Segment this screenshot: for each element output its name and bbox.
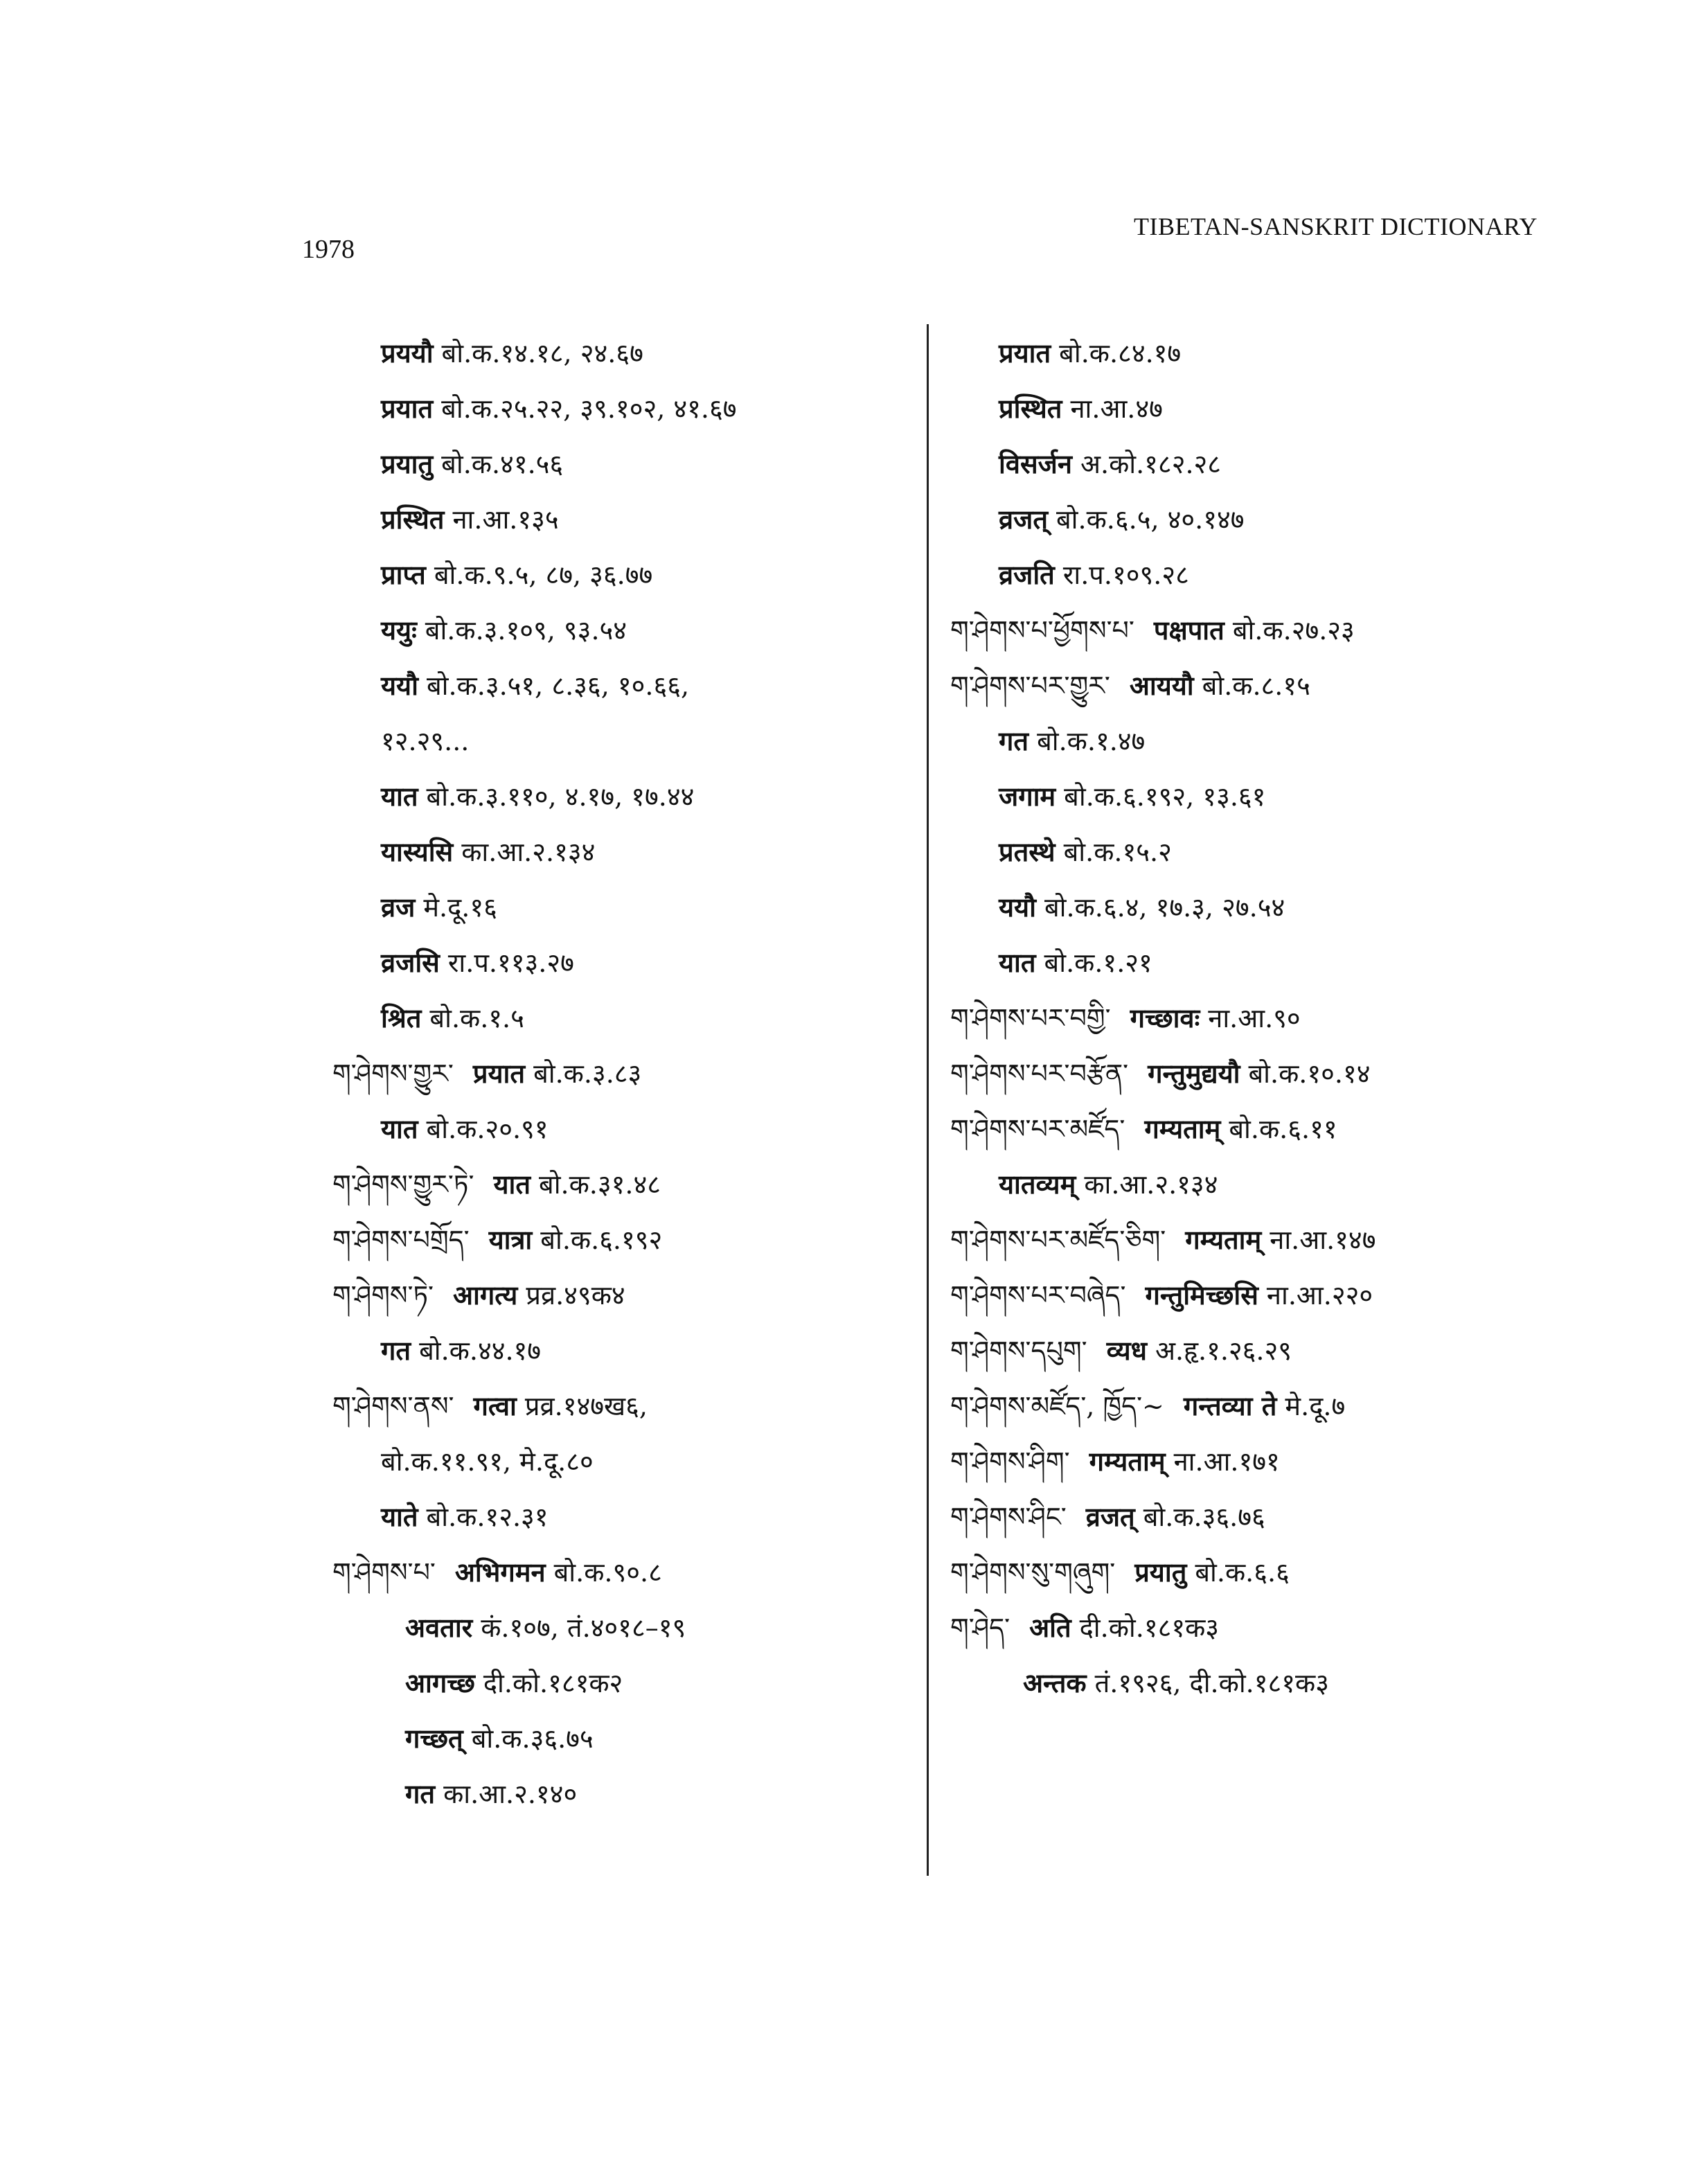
dictionary-entry-line bbox=[332, 935, 907, 991]
source-reference: ना.आ.२२० bbox=[1266, 1280, 1373, 1311]
sanskrit-equivalent: अभिगमन bbox=[454, 1556, 546, 1588]
dictionary-entry-line bbox=[332, 1711, 907, 1766]
sanskrit-equivalent: प्रयातु bbox=[1134, 1556, 1187, 1588]
tibetan-headword: ག་ཤེགས་པར་བགྱི་ bbox=[950, 1003, 1111, 1033]
sanskrit-equivalent: गच्छावः bbox=[1130, 1002, 1200, 1033]
dictionary-entry-line bbox=[332, 1212, 907, 1268]
dictionary-entry-line bbox=[332, 381, 907, 436]
source-reference: बो.क.११.९१, मे.दू.८० bbox=[381, 1446, 594, 1477]
dictionary-entry-line bbox=[950, 1101, 1560, 1157]
source-reference: बो.क.१५.२ bbox=[1063, 837, 1172, 867]
dictionary-entry-line bbox=[950, 880, 1560, 935]
tibetan-headword: ག་ཤེགས་པར་མཛོད་ཅིག་ bbox=[950, 1225, 1166, 1255]
source-reference: बो.क.६.१९२, १३.६१ bbox=[1064, 781, 1266, 812]
dictionary-entry-line bbox=[332, 1655, 907, 1711]
source-reference: बो.क.१४.१८, २४.६७ bbox=[441, 338, 643, 369]
dictionary-entry-line bbox=[332, 1378, 907, 1434]
source-reference: बो.क.९.५, ८७, ३६.७७ bbox=[434, 560, 653, 590]
sanskrit-equivalent: गत bbox=[405, 1778, 436, 1809]
dictionary-entry-line bbox=[950, 1655, 1560, 1711]
source-reference: बो.क.३.८३ bbox=[533, 1058, 642, 1089]
source-reference: बो.क.२७.२३ bbox=[1232, 615, 1355, 646]
sanskrit-equivalent: प्रस्थित bbox=[381, 504, 445, 535]
sanskrit-equivalent: ययौ bbox=[999, 891, 1036, 923]
sanskrit-equivalent: गन्तुमुद्ययौ bbox=[1148, 1058, 1240, 1089]
dictionary-entry-line bbox=[332, 1101, 907, 1157]
sanskrit-equivalent: व्रजति bbox=[999, 559, 1055, 590]
source-reference: बो.क.६.५, ४०.१४७ bbox=[1056, 504, 1245, 535]
dictionary-entry-line bbox=[950, 1046, 1560, 1101]
sanskrit-equivalent: गम्यताम् bbox=[1185, 1224, 1262, 1255]
dictionary-entry-line bbox=[950, 1212, 1560, 1268]
tibetan-headword: ག་ཤེགས་དཔུག་ bbox=[950, 1335, 1087, 1366]
sanskrit-equivalent: व्यध bbox=[1106, 1335, 1147, 1366]
right-column bbox=[950, 326, 1560, 1711]
source-reference: बो.क.१.२१ bbox=[1044, 948, 1152, 978]
sanskrit-equivalent: व्रजत् bbox=[999, 504, 1048, 535]
sanskrit-equivalent: ययुः bbox=[381, 614, 417, 646]
sanskrit-equivalent: यात bbox=[381, 781, 418, 812]
source-reference: रा.प.१०९.२८ bbox=[1062, 560, 1189, 590]
source-reference: अ.को.१८२.२८ bbox=[1080, 449, 1222, 479]
source-reference: १२.२९... bbox=[381, 726, 470, 756]
sanskrit-equivalent: यात bbox=[999, 947, 1036, 978]
source-reference: बो.क.४१.५६ bbox=[441, 449, 564, 479]
sanskrit-equivalent: गन्तुमिच्छसि bbox=[1145, 1279, 1258, 1311]
tibetan-headword: ག་ཤེགས་གྱུར་ bbox=[332, 1058, 454, 1089]
tibetan-headword: ག་ཤེགས་ཤིག་ bbox=[950, 1446, 1070, 1477]
dictionary-entry-line bbox=[332, 880, 907, 935]
dictionary-entry-line bbox=[332, 603, 907, 658]
source-reference: प्रव्र.१४७ख६, bbox=[524, 1391, 648, 1421]
sanskrit-equivalent: विसर्जन bbox=[999, 448, 1072, 479]
tibetan-headword: ག་ཤེགས་པར་བརྩོན་ bbox=[950, 1058, 1129, 1089]
tibetan-headword: ག་ཤེགས་པར་བཞེད་ bbox=[950, 1280, 1126, 1311]
source-reference: बो.क.१.५ bbox=[429, 1003, 524, 1033]
tibetan-headword: ག་ཤེགས་ནས་ bbox=[332, 1391, 454, 1421]
dictionary-entry-line bbox=[950, 1600, 1560, 1655]
source-reference: दी.को.१८१क२ bbox=[483, 1668, 623, 1698]
dictionary-entry-line bbox=[332, 1157, 907, 1212]
tibetan-headword: ག་ཤེད་ bbox=[950, 1613, 1010, 1643]
source-reference: बो.क.४४.१७ bbox=[419, 1335, 542, 1366]
sanskrit-equivalent: श्रित bbox=[381, 1002, 422, 1033]
sanskrit-equivalent: यातव्यम् bbox=[999, 1169, 1076, 1200]
dictionary-entry-line bbox=[332, 769, 907, 824]
sanskrit-equivalent: गम्यताम् bbox=[1089, 1446, 1166, 1477]
dictionary-entry-line bbox=[332, 1766, 907, 1822]
dictionary-entry-line bbox=[950, 1157, 1560, 1212]
source-reference: बो.क.६.४, १७.३, २७.५४ bbox=[1044, 892, 1285, 923]
dictionary-entry-line bbox=[332, 1545, 907, 1600]
source-reference: रा.प.११३.२७ bbox=[447, 948, 574, 978]
dictionary-entry-line bbox=[950, 381, 1560, 436]
running-head: TIBETAN-SANSKRIT DICTIONARY bbox=[1134, 213, 1538, 240]
dictionary-entry-line bbox=[332, 492, 907, 547]
dictionary-entry-line bbox=[950, 1323, 1560, 1378]
source-reference: का.आ.२.१३४ bbox=[461, 837, 596, 867]
tibetan-headword: ག་ཤེགས་པར་གྱུར་ bbox=[950, 671, 1110, 701]
sanskrit-equivalent: व्रजसि bbox=[381, 947, 440, 978]
source-reference: बो.क.१२.३१ bbox=[426, 1502, 549, 1532]
source-reference: ना.आ.१४७ bbox=[1270, 1225, 1376, 1255]
sanskrit-equivalent: व्रजत् bbox=[1085, 1501, 1135, 1532]
dictionary-entry-line bbox=[332, 436, 907, 492]
source-reference: प्रव्र.४९क४ bbox=[526, 1280, 625, 1311]
source-reference: बो.क.९०.८ bbox=[553, 1557, 662, 1588]
sanskrit-equivalent: प्रयातु bbox=[381, 448, 434, 479]
dictionary-entry-line bbox=[950, 1378, 1560, 1434]
source-reference: ना.आ.४७ bbox=[1070, 393, 1163, 424]
dictionary-entry-line bbox=[332, 658, 907, 713]
source-reference: बो.क.८४.१७ bbox=[1059, 338, 1182, 369]
dictionary-entry-line bbox=[950, 547, 1560, 603]
source-reference: का.आ.२.१३४ bbox=[1084, 1169, 1218, 1200]
dictionary-entry-line bbox=[950, 1545, 1560, 1600]
sanskrit-equivalent: गत bbox=[999, 725, 1029, 756]
tibetan-headword: ག་ཤེགས་ཏེ་ bbox=[332, 1280, 434, 1311]
source-reference: बो.क.६.१९२ bbox=[540, 1225, 663, 1255]
sanskrit-equivalent: गन्तव्या ते bbox=[1183, 1390, 1277, 1421]
dictionary-entry-line bbox=[950, 713, 1560, 769]
sanskrit-equivalent: जगाम bbox=[999, 781, 1056, 812]
source-reference: ना.आ.१७१ bbox=[1173, 1446, 1280, 1477]
source-reference: बो.क.१.४७ bbox=[1037, 726, 1146, 756]
dictionary-entry-line bbox=[950, 1489, 1560, 1545]
source-reference: बो.क.३६.७६ bbox=[1143, 1502, 1265, 1532]
dictionary-entry-line bbox=[950, 1268, 1560, 1323]
left-column bbox=[332, 326, 907, 1822]
sanskrit-equivalent: यात bbox=[381, 1113, 418, 1144]
sanskrit-equivalent: प्रययौ bbox=[381, 337, 434, 369]
sanskrit-equivalent: प्रयात bbox=[472, 1058, 526, 1089]
dictionary-entry-line bbox=[950, 935, 1560, 991]
source-reference: अ.हृ.१.२६.२९ bbox=[1155, 1335, 1292, 1366]
tibetan-headword: ག་ཤེགས་པགྲོད་ bbox=[332, 1225, 470, 1255]
source-reference: बो.क.३६.७५ bbox=[471, 1723, 594, 1754]
sanskrit-equivalent: गम्यताम् bbox=[1144, 1113, 1221, 1144]
dictionary-entry-line bbox=[332, 326, 907, 381]
sanskrit-equivalent: पक्षपात bbox=[1153, 614, 1224, 646]
source-reference: बो.क.३.५१, ८.३६, १०.६६, bbox=[426, 671, 690, 701]
source-reference: तं.१९२६, दी.को.१८१क३ bbox=[1094, 1668, 1329, 1698]
tibetan-headword: ག་ཤེགས་པ་ཕྱོགས་པ་ bbox=[950, 615, 1134, 646]
dictionary-entry-line bbox=[332, 991, 907, 1046]
dictionary-entry-line bbox=[950, 603, 1560, 658]
sanskrit-equivalent: आगत्य bbox=[453, 1279, 518, 1311]
source-reference: मे.दू.१६ bbox=[423, 892, 497, 923]
source-reference: का.आ.२.१४० bbox=[443, 1779, 578, 1809]
source-reference: दी.को.१८१क३ bbox=[1079, 1613, 1220, 1643]
dictionary-entry-line bbox=[332, 547, 907, 603]
sanskrit-equivalent: गत bbox=[381, 1335, 411, 1366]
source-reference: मे.दू.७ bbox=[1285, 1391, 1346, 1421]
dictionary-entry-line bbox=[950, 492, 1560, 547]
sanskrit-equivalent: अति bbox=[1029, 1612, 1071, 1643]
dictionary-entry-line bbox=[332, 1600, 907, 1655]
source-reference: ना.आ.९० bbox=[1208, 1003, 1301, 1033]
sanskrit-equivalent: याते bbox=[381, 1501, 418, 1532]
sanskrit-equivalent: आययौ bbox=[1129, 670, 1194, 701]
dictionary-entry-line bbox=[950, 326, 1560, 381]
sanskrit-equivalent: अन्तक bbox=[1023, 1667, 1087, 1698]
dictionary-entry-line bbox=[950, 658, 1560, 713]
sanskrit-equivalent: यात bbox=[493, 1169, 531, 1200]
sanskrit-equivalent: प्राप्त bbox=[381, 559, 426, 590]
source-reference: बो.क.६.६ bbox=[1195, 1557, 1290, 1588]
dictionary-entry-line bbox=[332, 824, 907, 880]
sanskrit-equivalent: यात्रा bbox=[488, 1224, 533, 1255]
source-reference: बो.क.३.११०, ४.१७, १७.४४ bbox=[426, 781, 695, 812]
sanskrit-equivalent: प्रयात bbox=[381, 393, 434, 424]
source-reference: बो.क.३१.४८ bbox=[539, 1169, 661, 1200]
sanskrit-equivalent: यास्यसि bbox=[381, 836, 454, 867]
tibetan-headword: ག་ཤེགས་ཤིང་ bbox=[950, 1502, 1067, 1532]
source-reference: बो.क.१०.१४ bbox=[1248, 1058, 1371, 1089]
dictionary-entry-line bbox=[332, 713, 907, 769]
source-reference: बो.क.२५.२२, ३९.१०२, ४१.६७ bbox=[441, 393, 737, 424]
page-number: 1978 bbox=[302, 235, 355, 264]
source-reference: कं.१०७, तं.४०१८–१९ bbox=[481, 1613, 686, 1643]
sanskrit-equivalent: गच्छत् bbox=[405, 1723, 463, 1754]
tibetan-headword: ག་ཤེགས་གྱུར་ཏེ་ bbox=[332, 1169, 474, 1200]
dictionary-entry-line bbox=[332, 1268, 907, 1323]
dictionary-entry-line bbox=[332, 1046, 907, 1101]
dictionary-entry-line bbox=[950, 436, 1560, 492]
sanskrit-equivalent: प्रस्थित bbox=[999, 393, 1062, 424]
source-reference: बो.क.३.१०९, ९३.५४ bbox=[425, 615, 627, 646]
tibetan-headword: ག་ཤེགས་སུ་གཞུག་ bbox=[950, 1557, 1116, 1588]
sanskrit-equivalent: ययौ bbox=[381, 670, 418, 701]
dictionary-entry-line bbox=[332, 1434, 907, 1489]
dictionary-entry-line bbox=[332, 1323, 907, 1378]
source-reference: ना.आ.१३५ bbox=[452, 504, 559, 535]
dictionary-entry-line bbox=[332, 1489, 907, 1545]
sanskrit-equivalent: व्रज bbox=[381, 891, 416, 923]
sanskrit-equivalent: प्रतस्थे bbox=[999, 836, 1056, 867]
tibetan-headword: ག་ཤེགས་མཛོད་, ཁྱོད་~ bbox=[950, 1391, 1164, 1421]
dictionary-entry-line bbox=[950, 991, 1560, 1046]
tibetan-headword: ག་ཤེགས་པར་མཛོད་ bbox=[950, 1114, 1125, 1144]
tibetan-headword: ག་ཤེགས་པ་ bbox=[332, 1557, 436, 1588]
column-divider bbox=[927, 324, 929, 1876]
sanskrit-equivalent: प्रयात bbox=[999, 337, 1051, 369]
source-reference: बो.क.२०.९१ bbox=[426, 1114, 549, 1144]
dictionary-entry-line bbox=[950, 1434, 1560, 1489]
dictionary-entry-line bbox=[950, 824, 1560, 880]
source-reference: बो.क.८.१५ bbox=[1202, 671, 1310, 701]
source-reference: बो.क.६.११ bbox=[1229, 1114, 1337, 1144]
sanskrit-equivalent: गत्वा bbox=[473, 1390, 517, 1421]
sanskrit-equivalent: अवतार bbox=[405, 1612, 473, 1643]
sanskrit-equivalent: आगच्छ bbox=[405, 1667, 475, 1698]
dictionary-entry-line bbox=[950, 769, 1560, 824]
